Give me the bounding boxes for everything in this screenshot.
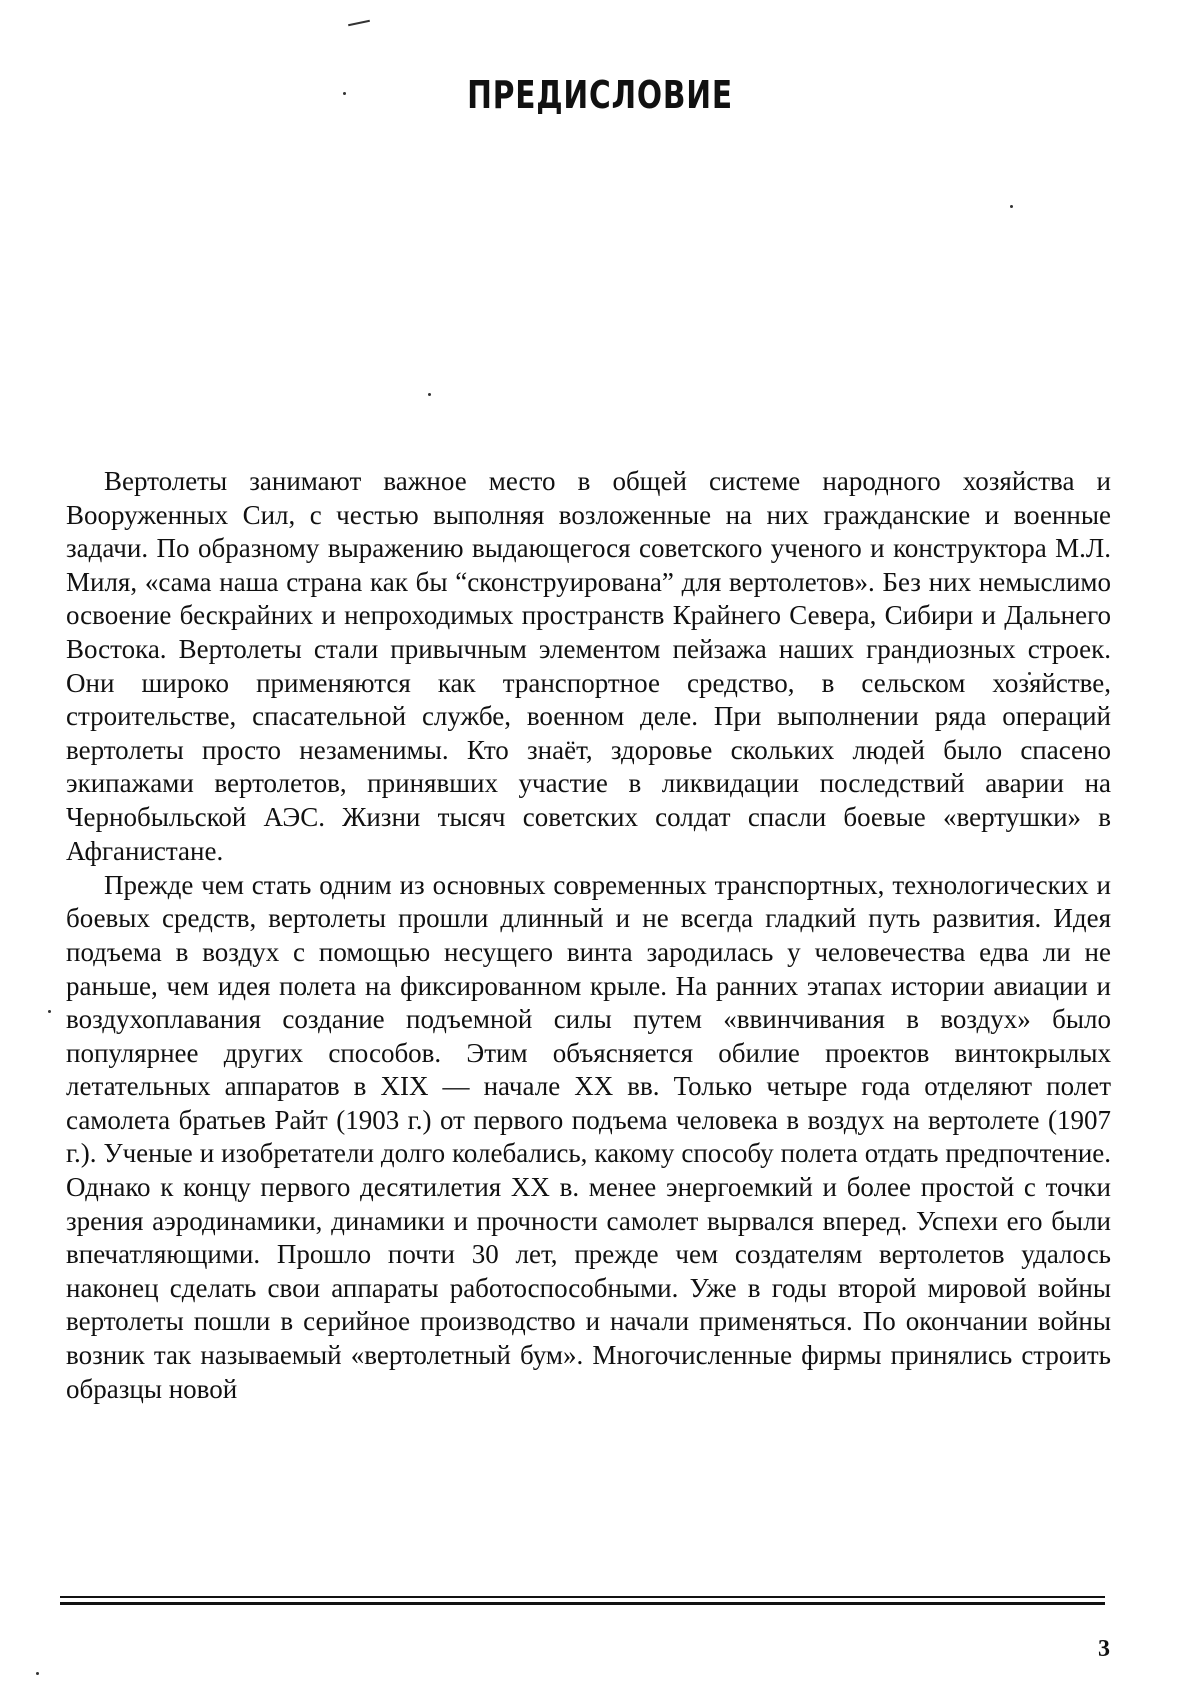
scan-dot [36, 1672, 39, 1675]
scan-dot [428, 393, 431, 396]
body-text [66, 465, 1111, 1407]
scan-dot [48, 1010, 51, 1013]
footer-rule [60, 1596, 1105, 1598]
page-number: 3 [1098, 1636, 1110, 1662]
page-title: ПРЕДИСЛОВИЕ [467, 73, 733, 118]
footer-rule [60, 1602, 1105, 1605]
scan-mark [348, 20, 370, 27]
scan-dot [1010, 205, 1013, 208]
paragraph-1: Вертолеты занимают важное место в общей системе народного хозяйства и Вооруженных Сил, с честью выполняя возложенные на них гражданские и военные задачи. По образному выражению выдающегося советского ученого и конструктора М.Л. Миля, «сама наша страна как бы “сконструирована” для вертолетов». Без них немыслимо освоение бескрайних и непроходимых пространств Крайнего Севера, Сибири и Дальнего Востока. Вертолеты стали привычным элементом пейзажа наших грандиозных строек. Они широко применяются как транспортное средство, в сельском хозяйстве, строительстве, спасательной службе, военном деле. При выполнении ряда операций вертолеты просто незаменимы. Кто знаёт, здоровье скольких людей было спасено экипажами вертолетов, принявших участие в ликвидации последствий аварии на Чернобыльской АЭС. Жизни тысяч советских солдат спасли боевые «вертушки» в Афганистане. [66, 466, 1111, 866]
paragraph-2: Прежде чем стать одним из основных современных транспортных, технологических и боевых средств, вертолеты прошли длинный и не всегда гладкий путь развития. Идея подъема в воздух с помощью несущего винта зародилась у человечества едва ли не раньше, чем идея полета на фиксированном крыле. На ранних этапах истории авиации и воздухоплавания создание подъемной силы путем «ввинчивания в воздух» было популярнее других способов. Этим объясняется обилие проектов винтокрылых летательных аппаратов в XIX — начале XX вв. Только четыре года отделяют полет самолета братьев Райт (1903 г.) от первого подъема человека в воздух на вертолете (1907 г.). Ученые и изобретатели долго колебались, какому способу полета отдать предпочтение. Однако к концу первого десятилетия XX в. менее энергоемкий и более простой с точки зрения аэродинамики, динамики и прочности самолет вырвался вперед. Успехи его были впечатляющими. Прошло почти 30 лет, прежде чем создателям вертолетов удалось наконец сделать свои аппараты работоспособными. Уже в годы второй мировой войны вертолеты пошли в серийное производство и начали применяться. По окончании войны возник так называемый «вертолетный бум». Многочисленные фирмы принялись строить образцы новой [66, 869, 1111, 1404]
